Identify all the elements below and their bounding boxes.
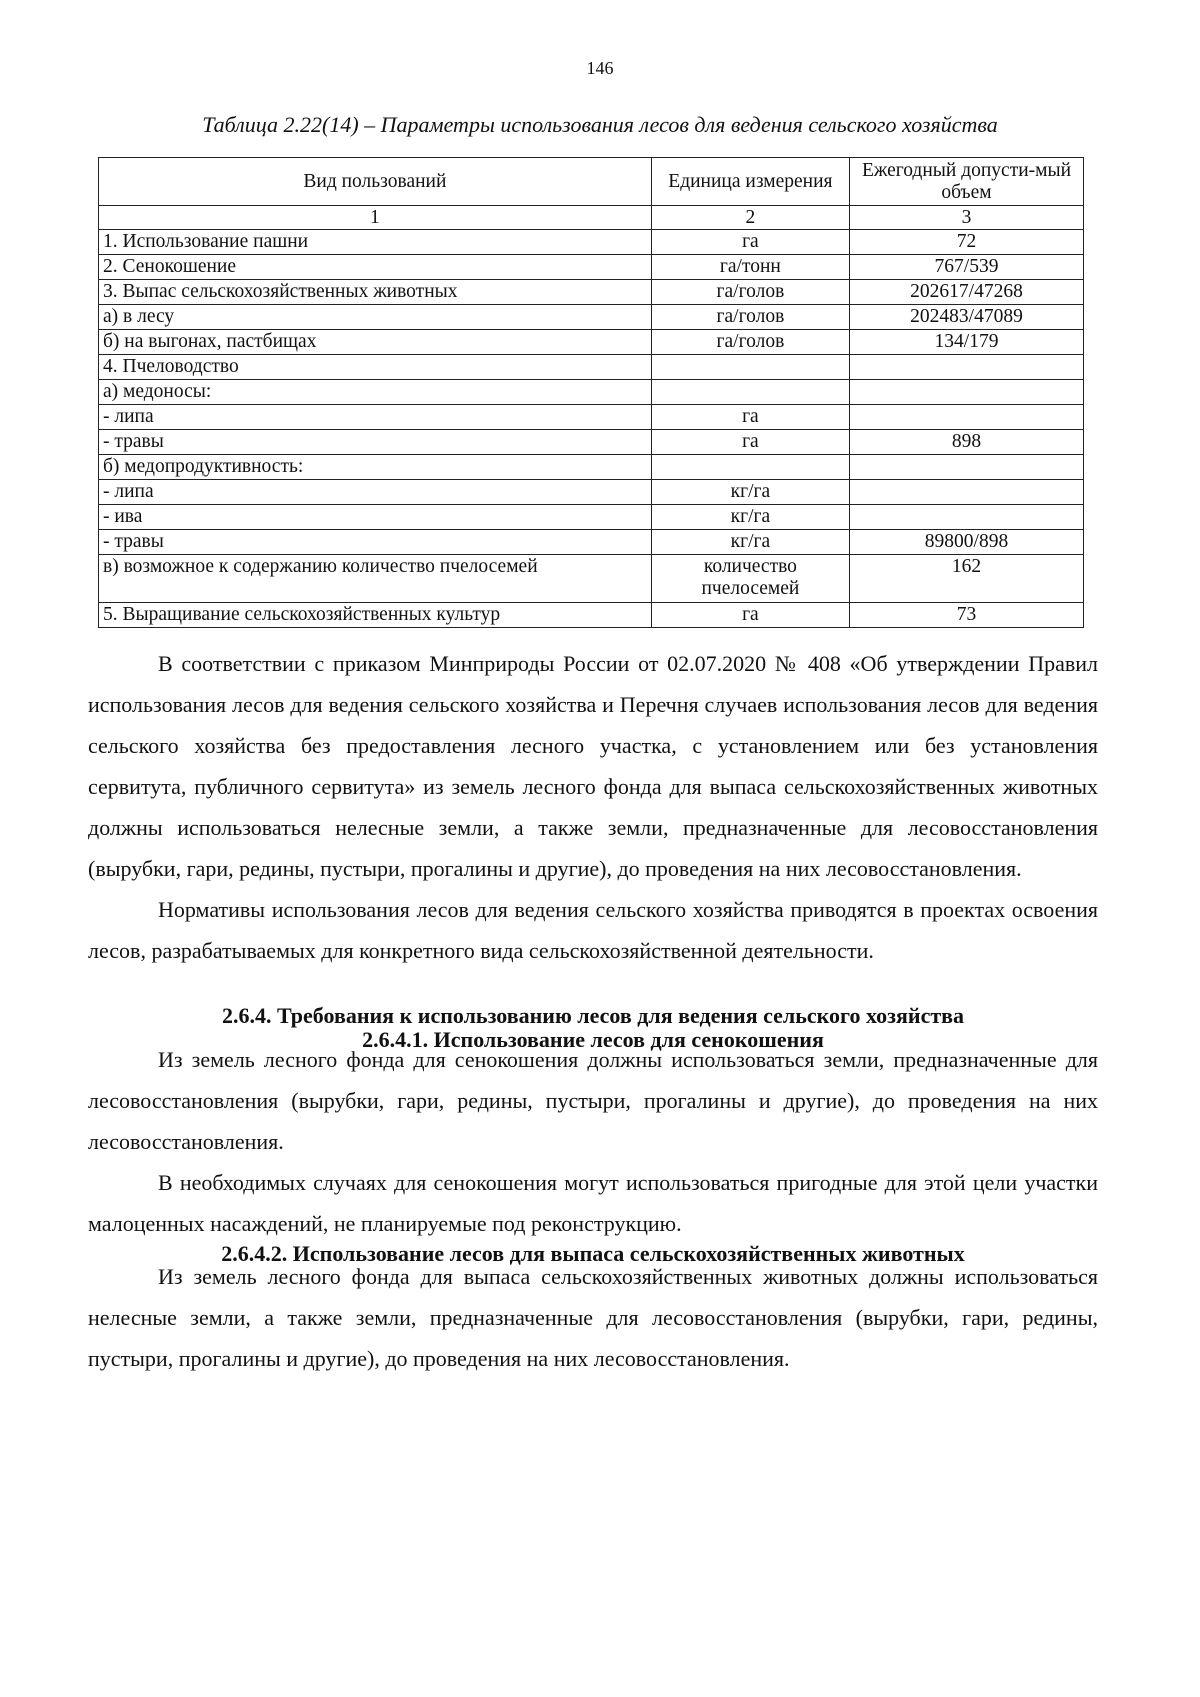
header-cell-type: Вид пользований bbox=[99, 158, 652, 206]
cell-unit: га bbox=[651, 430, 849, 455]
cell-usage-type: 4. Пчеловодство bbox=[99, 355, 652, 380]
cell-usage-type: 5. Выращивание сельскохозяйственных культур bbox=[99, 603, 652, 628]
table-row bbox=[99, 555, 1084, 603]
cell-unit bbox=[651, 455, 849, 480]
cell-usage-type: - травы bbox=[99, 530, 652, 555]
text-block-3 bbox=[88, 1256, 1098, 1379]
table-row bbox=[99, 505, 1084, 530]
cell-volume: 73 bbox=[849, 603, 1083, 628]
table-row bbox=[99, 230, 1084, 255]
cell-usage-type: - травы bbox=[99, 430, 652, 455]
paragraph: Нормативы использования лесов для ведения сельского хозяйства приводятся в проектах освоения лесов, разрабатываемых для конкретного вида сельскохозяйственной деятельности. bbox=[88, 897, 1098, 963]
paragraph: В необходимых случаях для сенокошения могут использоваться пригодные для этой цели участки малоценных насаждений, не планируемые под реконструкцию. bbox=[88, 1170, 1098, 1236]
cell-usage-type: 3. Выпас сельскохозяйственных животных bbox=[99, 280, 652, 305]
table-row bbox=[99, 380, 1084, 405]
table-row bbox=[99, 355, 1084, 380]
cell-unit bbox=[651, 355, 849, 380]
page-number: 146 bbox=[586, 58, 614, 78]
cell-usage-type: б) на выгонах, пастбищах bbox=[99, 330, 652, 355]
cell-volume bbox=[849, 505, 1083, 530]
table-row bbox=[99, 530, 1084, 555]
cell-volume: 202483/47089 bbox=[849, 305, 1083, 330]
subsection-heading: 2.6.4.2. Использование лесов для выпаса сельскохозяйственных животных bbox=[221, 1241, 965, 1266]
cell-unit: га/голов bbox=[651, 330, 849, 355]
header-cell-volume: Ежегодный допусти-мый объем bbox=[849, 158, 1083, 206]
cell-volume: 898 bbox=[849, 430, 1083, 455]
cell-unit: га bbox=[651, 405, 849, 430]
cell-unit: га/тонн bbox=[651, 255, 849, 280]
cell-unit: кг/га bbox=[651, 530, 849, 555]
cell-volume: 162 bbox=[849, 555, 1083, 603]
table-row bbox=[99, 330, 1084, 355]
cell-volume bbox=[849, 380, 1083, 405]
header-cell-unit: Единица измерения bbox=[651, 158, 849, 206]
cell-usage-type: - липа bbox=[99, 405, 652, 430]
text-block-2 bbox=[88, 1039, 1098, 1244]
cell-unit: количество пчелосемей bbox=[651, 555, 849, 603]
column-number-cell: 3 bbox=[849, 206, 1083, 230]
cell-usage-type: б) медопродуктивность: bbox=[99, 455, 652, 480]
cell-unit: га/голов bbox=[651, 305, 849, 330]
paragraph: В соответствии с приказом Минприроды России от 02.07.2020 № 408 «Об утверждении Правил использования лесов для ведения сельского хозяйства и Перечня случаев использования лесов для ведения сельского хозяйства без предоставления лесного участка, с установлением или без установления сервитута, публичного сервитута» из земель лесного фонда для выпаса сельскохозяйственных животных должны использоваться нелесные земли, а также земли, предназначенные для лесовосстановления (вырубки, гари, редины, пустыри, прогалины и другие), до проведения на них лесовосстановления. bbox=[88, 651, 1098, 881]
section-heading: 2.6.4. Требования к использованию лесов для ведения сельского хозяйства bbox=[221, 1003, 965, 1028]
cell-usage-type: а) в лесу bbox=[99, 305, 652, 330]
cell-usage-type: а) медоносы: bbox=[99, 380, 652, 405]
text-block-1 bbox=[88, 643, 1098, 971]
table-caption: Таблица 2.22(14) – Параметры использования лесов для ведения сельского хозяйства bbox=[202, 112, 998, 137]
paragraph: Из земель лесного фонда для выпаса сельскохозяйственных животных должны использоваться нелесные земли, а также земли, предназначенные для лесовосстановления (вырубки, гари, редины, пустыри, прогалины и другие), до проведения на них лесовосстановления. bbox=[88, 1264, 1098, 1371]
table-row bbox=[99, 430, 1084, 455]
cell-volume: 767/539 bbox=[849, 255, 1083, 280]
cell-unit bbox=[651, 380, 849, 405]
column-number-cell: 2 bbox=[651, 206, 849, 230]
cell-usage-type: 1. Использование пашни bbox=[99, 230, 652, 255]
cell-unit: кг/га bbox=[651, 480, 849, 505]
cell-volume: 202617/47268 bbox=[849, 280, 1083, 305]
table-column-number-row bbox=[99, 206, 1084, 230]
table-row bbox=[99, 255, 1084, 280]
cell-volume: 134/179 bbox=[849, 330, 1083, 355]
cell-usage-type: 2. Сенокошение bbox=[99, 255, 652, 280]
table-row bbox=[99, 480, 1084, 505]
table-row bbox=[99, 455, 1084, 480]
cell-volume: 72 bbox=[849, 230, 1083, 255]
cell-volume bbox=[849, 355, 1083, 380]
cell-volume: 89800/898 bbox=[849, 530, 1083, 555]
parameters-table bbox=[98, 157, 1084, 628]
paragraph: Из земель лесного фонда для сенокошения должны использоваться земли, предназначенные для лесовосстановления (вырубки, гари, редины, пустыри, прогалины и другие), до проведения на них лесовосстановления. bbox=[88, 1047, 1098, 1154]
cell-usage-type: - ива bbox=[99, 505, 652, 530]
cell-volume bbox=[849, 405, 1083, 430]
cell-unit: га bbox=[651, 603, 849, 628]
column-number-cell: 1 bbox=[99, 206, 652, 230]
cell-volume bbox=[849, 455, 1083, 480]
table-row bbox=[99, 305, 1084, 330]
table-header-row bbox=[99, 158, 1084, 206]
cell-usage-type: - липа bbox=[99, 480, 652, 505]
table-row bbox=[99, 405, 1084, 430]
cell-unit: га bbox=[651, 230, 849, 255]
cell-unit: кг/га bbox=[651, 505, 849, 530]
table-row bbox=[99, 603, 1084, 628]
subsection-heading: 2.6.4.1. Использование лесов для сенокошения bbox=[362, 1027, 824, 1052]
cell-usage-type: в) возможное к содержанию количество пчелосемей bbox=[99, 555, 652, 603]
cell-volume bbox=[849, 480, 1083, 505]
cell-unit: га/голов bbox=[651, 280, 849, 305]
table-row bbox=[99, 280, 1084, 305]
